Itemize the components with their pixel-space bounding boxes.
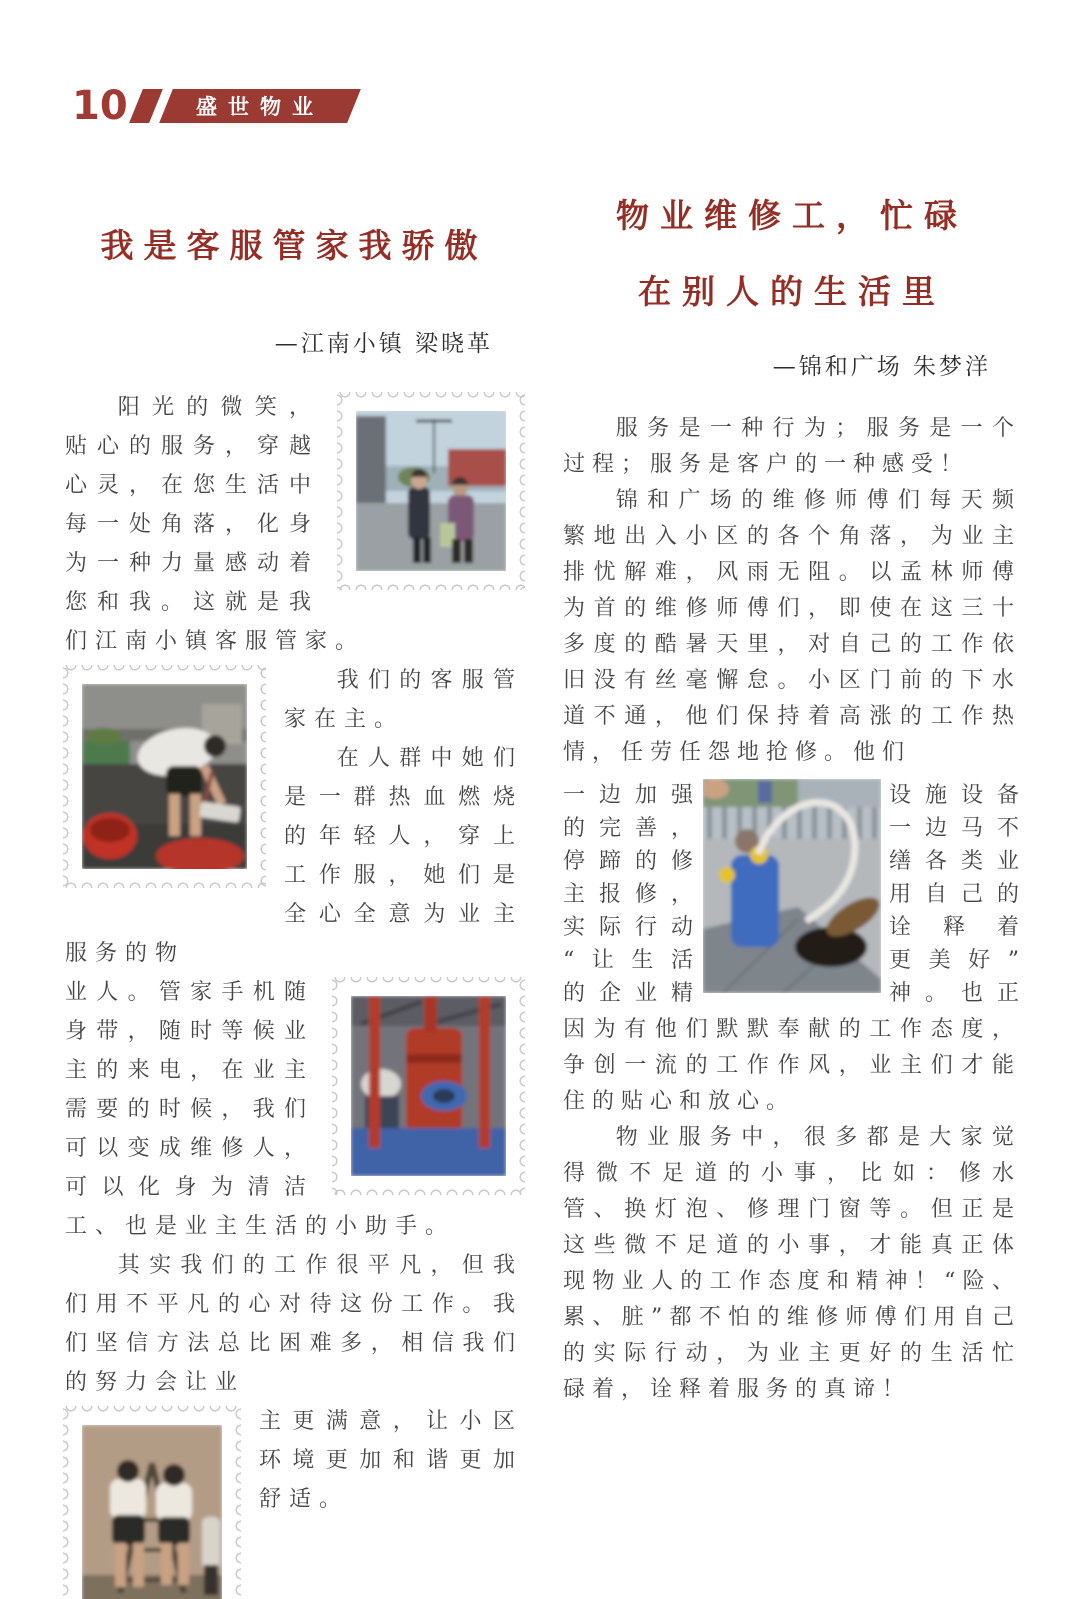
- left-article-body: [65, 388, 523, 1599]
- left-paragraph-5: 其实我们的工作很平凡，但我们用不平凡的心对待这份工作。我们坚信方法总比困难多，相信我们的努力会让业: [65, 1253, 523, 1395]
- right-article: [563, 178, 1021, 1408]
- stamp-frame: [65, 1408, 239, 1599]
- right-paragraph-3: 因为有他们默默奉献的工作态度，争创一流的工作作风，业主们才能住的贴心和放心。: [563, 1017, 1021, 1114]
- left-article: [65, 192, 523, 1599]
- page-number: 10: [72, 83, 128, 129]
- wrap-left-column: [563, 779, 695, 1010]
- left-paragraph-6: 主更满意，让小区环境更加和谐更加舒适。: [259, 1409, 523, 1512]
- wrap-text-line: 主报修，: [563, 882, 695, 907]
- right-paragraph-4: 物业服务中，很多都是大家觉得微不足道的小事，比如：修水管、换灯泡、修理门窗等。但正是这些微不足道的小事，才能真正体现物业人的工作态度和精神！“险、累、脏”都不怕的维修师傅们用自己的实际行动，为业主更好的生活忙碌着，诠释着服务的真谛！: [563, 1125, 1021, 1402]
- left-paragraph-2: 我们的客服管家在主。: [284, 668, 523, 732]
- wrap-text-line: 缮各类业: [889, 849, 1021, 874]
- stamp-frame: [65, 667, 264, 886]
- wrap-text-line: 停蹄的修: [563, 849, 695, 874]
- right-paragraph-2: 锦和广场的维修师傅们每天频繁地出入小区的各个角落，为业主排忧解难，风雨无阻。以孟林师傅为首的维修师傅们，即使在这三十多度的酷暑天里，对自己的工作依旧没有丝毫懈怠。小区门前的下水道不通，他们保持着高涨的工作热情，任劳任怨地抢修。他们: [563, 488, 1021, 765]
- left-block-3: [65, 973, 523, 1246]
- right-article-title-line1: 物业维修工，忙碌: [616, 196, 968, 235]
- right-article-body: [563, 411, 1021, 1408]
- banner-wedge-shape: [129, 89, 163, 123]
- photo-ladder-work: [82, 1425, 222, 1599]
- photo-pump-room: [351, 996, 506, 1176]
- photo-floor-cleaning: [82, 684, 247, 869]
- right-article-title-line2: 在别人的生活里: [638, 272, 946, 311]
- stamp-frame: [334, 979, 523, 1193]
- section-banner-title: 盛世物业: [195, 94, 324, 119]
- left-block-2: [65, 661, 523, 973]
- stamp-frame: [339, 394, 523, 588]
- left-article-byline: —江南小镇 梁晓革: [274, 331, 493, 357]
- right-article-byline: —锦和广场 朱梦洋: [772, 354, 991, 380]
- wrap-text-line: 诠释着: [889, 915, 1021, 940]
- left-paragraph-4: 业人。管家手机随身带，随时等候业主的来电，在业主需要的时候，我们可以变成维修人，可以化身为清洁工、也是业主生活的小助手。: [65, 980, 456, 1239]
- page-header: [72, 83, 354, 129]
- left-block-1: [65, 388, 523, 661]
- wrap-right-column: [889, 779, 1021, 1010]
- wrap-text-line: 的企业精: [563, 981, 695, 1006]
- left-block-4: [65, 1402, 523, 1599]
- wrap-text-line: 设施设备: [889, 783, 1021, 808]
- wrap-text-line: 神。也正: [889, 981, 1021, 1006]
- photo-drain-repair: [703, 779, 881, 993]
- wrap-text-line: 一边加强: [563, 783, 695, 808]
- wrap-section: [563, 779, 1021, 1010]
- wrap-text-line: 用自己的: [889, 882, 1021, 907]
- section-banner: [159, 89, 361, 123]
- wrap-text-line: “让生活: [563, 948, 695, 973]
- wrap-text-line: 一边马不: [889, 816, 1021, 841]
- wrap-text-line: 实际行动: [563, 915, 695, 940]
- wrap-text-line: 更美好”: [889, 948, 1021, 973]
- wrap-text-line: 的完善，: [563, 816, 695, 841]
- right-paragraph-1: 服务是一种行为；服务是一个过程；服务是客户的一种感受！: [563, 416, 1021, 477]
- photo-street-walk: [356, 411, 506, 571]
- left-paragraph-3: 在人群中她们是一群热血燃烧的年轻人，穿上工作服，她们是全心全意为业主服务的物: [65, 746, 523, 966]
- left-paragraph-1: 阳光的微笑，贴心的服务，穿越心灵，在您生活中每一处角落，化身为一种力量感动着您和我。这就是我们江南小镇客服管家。: [65, 395, 366, 654]
- left-article-title: 我是客服管家我骄傲: [100, 226, 488, 265]
